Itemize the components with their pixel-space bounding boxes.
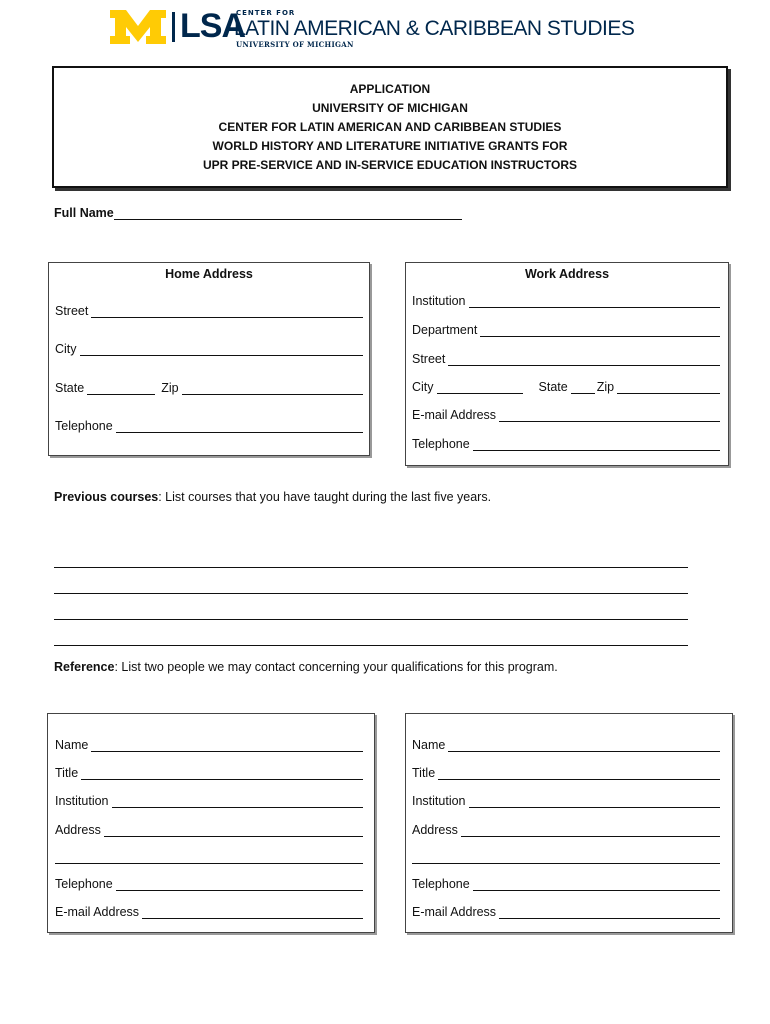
ref2-email-row [412,905,720,919]
work-state-label: State [538,380,568,394]
ref1-name-row [55,738,363,752]
previous-courses-label: Previous courses [54,490,159,504]
ref1-telephone-row [55,877,363,891]
ref1-address-label: Address [55,823,101,837]
home-city-field[interactable] [80,344,363,356]
previous-courses-text: : List courses that you have taught during the last five years. [158,490,492,504]
title-line: APPLICATION [349,82,431,96]
ref2-telephone-field[interactable] [473,879,720,891]
home-telephone-field[interactable] [116,421,363,433]
ref1-telephone-label: Telephone [55,877,113,891]
ref1-title-field[interactable] [81,768,363,780]
ref2-email-label: E-mail Address [412,905,497,919]
reference-text: : List two people we may contact concerning your qualifications for this program. [114,660,558,674]
block-m-logo-icon [110,10,166,44]
ref2-telephone-row [412,877,720,891]
home-street-label: Street [55,304,89,318]
ref2-title-field[interactable] [438,768,720,780]
home-state-field[interactable] [87,383,155,395]
work-telephone-label: Telephone [412,437,470,451]
logo-center-for: CENTER FOR [236,9,296,17]
ref2-name-field[interactable] [448,740,720,752]
work-department-row [412,323,720,337]
work-city-label: City [412,380,434,394]
reference-box-2 [405,713,733,933]
home-street-field[interactable] [91,306,363,318]
reference-label: Reference [54,660,115,674]
full-name-label: Full Name [54,206,114,220]
ref1-title-label: Title [55,766,79,780]
full-name-row [54,206,462,220]
ref2-address-line-2[interactable] [412,863,720,864]
home-zip-label: Zip [161,381,179,395]
work-city-field[interactable] [437,382,523,394]
work-institution-label: Institution [412,294,466,308]
work-institution-row [412,294,720,308]
ref2-telephone-label: Telephone [412,877,470,891]
previous-courses-line-4[interactable] [54,645,688,646]
title-line: UPR PRE-SERVICE AND IN-SERVICE EDUCATION INSTRUCTORS [202,158,578,172]
title-line: CENTER FOR LATIN AMERICAN AND CARIBBEAN STUDIES [218,120,562,134]
ref1-address-line-2[interactable] [55,863,363,864]
ref2-institution-label: Institution [412,794,466,808]
home-address-box [48,262,370,456]
work-department-field[interactable] [480,325,720,337]
previous-courses-line-1[interactable] [54,567,688,568]
ref2-title-label: Title [412,766,436,780]
work-telephone-row [412,437,720,451]
ref1-institution-field[interactable] [112,796,363,808]
work-email-label: E-mail Address [412,408,497,422]
ref2-institution-row [412,794,720,808]
home-address-heading: Home Address [165,267,253,281]
ref1-address-row [55,823,363,837]
ref1-name-label: Name [55,738,89,752]
home-state-label: State [55,381,85,395]
work-zip-field[interactable] [617,382,720,394]
logo-divider [172,12,175,42]
work-email-row [412,408,720,422]
ref1-institution-label: Institution [55,794,109,808]
logo-center-name: LATIN AMERICAN & CARIBBEAN STUDIES [234,17,635,40]
title-line: UNIVERSITY OF MICHIGAN [312,101,468,115]
logo-lsa: LSA [180,7,245,45]
work-telephone-field[interactable] [473,439,720,451]
header-logo [110,7,635,49]
work-department-label: Department [412,323,478,337]
home-telephone-row [55,419,363,433]
ref2-email-field[interactable] [499,907,720,919]
work-email-field[interactable] [499,410,720,422]
reference-prompt [54,660,558,674]
previous-courses-prompt [54,490,491,504]
work-city-state-zip-row [412,380,720,394]
ref2-address-row [412,823,720,837]
work-street-field[interactable] [448,354,720,366]
home-telephone-label: Telephone [55,419,113,433]
ref1-address-field[interactable] [104,825,363,837]
previous-courses-line-2[interactable] [54,593,688,594]
previous-courses-line-3[interactable] [54,619,688,620]
title-box [52,66,728,188]
ref1-institution-row [55,794,363,808]
ref2-address-field[interactable] [461,825,720,837]
title-line: WORLD HISTORY AND LITERATURE INITIATIVE GRANTS FOR [212,139,568,153]
work-state-field[interactable] [571,382,595,394]
ref1-email-row [55,905,363,919]
home-zip-field[interactable] [182,383,363,395]
ref2-name-row [412,738,720,752]
home-state-zip-row [55,381,363,395]
ref1-name-field[interactable] [91,740,363,752]
ref2-address-label: Address [412,823,458,837]
work-address-heading: Work Address [524,267,610,281]
home-city-row [55,342,363,356]
work-address-box [405,262,729,466]
ref2-title-row [412,766,720,780]
work-zip-label: Zip [596,380,615,394]
work-street-row [412,352,720,366]
ref1-email-field[interactable] [142,907,363,919]
ref1-telephone-field[interactable] [116,879,363,891]
ref2-name-label: Name [412,738,446,752]
ref1-title-row [55,766,363,780]
work-institution-field[interactable] [469,296,720,308]
full-name-field[interactable] [114,208,462,220]
home-street-row [55,304,363,318]
ref1-email-label: E-mail Address [55,905,140,919]
reference-box-1 [47,713,375,933]
logo-university: UNIVERSITY OF MICHIGAN [236,40,354,49]
home-city-label: City [55,342,77,356]
work-street-label: Street [412,352,446,366]
ref2-institution-field[interactable] [469,796,720,808]
